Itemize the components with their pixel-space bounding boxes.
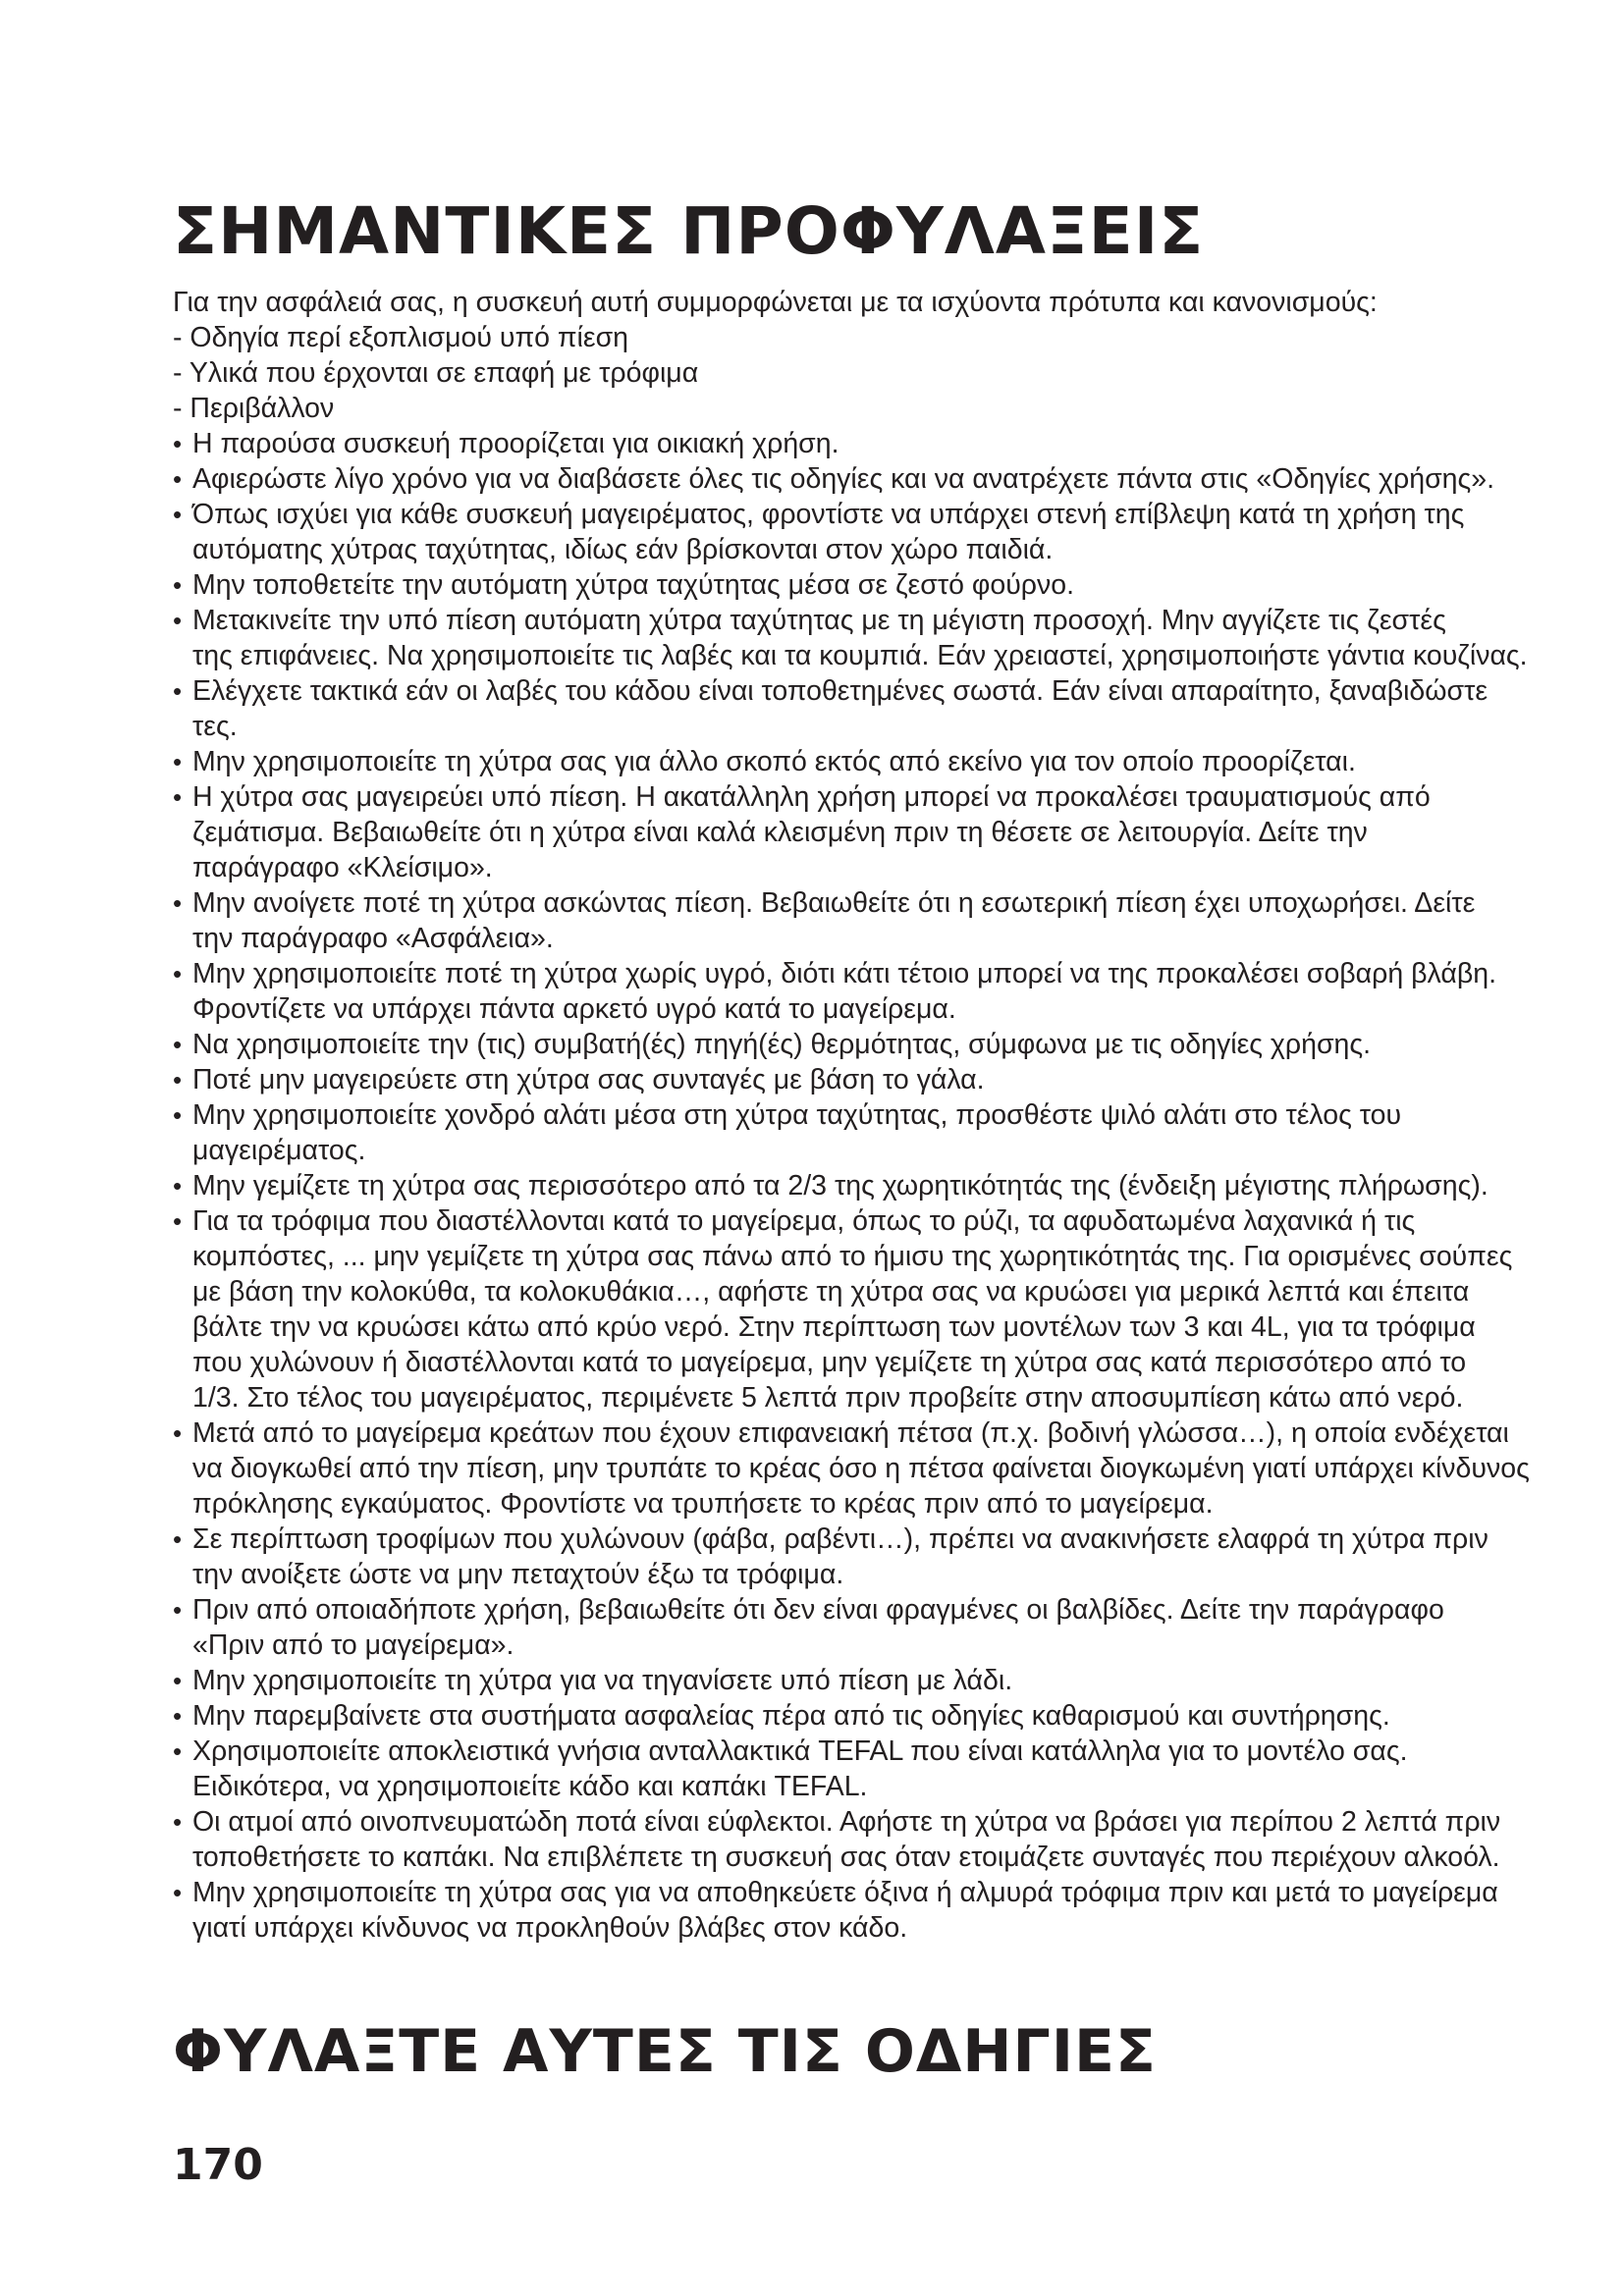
precaution-text: Μετά από το μαγείρεμα κρεάτων που έχουν επιφανειακή πέτσα (π.χ. βοδινή γλώσσα…), η οποία ενδέχεται bbox=[192, 1417, 1509, 1449]
precaution-line bbox=[173, 461, 1587, 497]
precaution-continuation bbox=[173, 1769, 1587, 1804]
precaution-text: αυτόματης χύτρας ταχύτητας, ιδίως εάν βρίσκονται στον χώρο παιδιά. bbox=[192, 534, 1054, 565]
precautions-body bbox=[173, 285, 1587, 1946]
precaution-continuation bbox=[173, 1345, 1587, 1380]
standards-list bbox=[173, 320, 1587, 426]
precaution-text: Μην χρησιμοποιείτε τη χύτρα σας για να αποθηκεύετε όξινα ή αλμυρά τρόφιμα πριν και μετά το μαγείρεμα bbox=[192, 1877, 1498, 1908]
precaution-text: Μην τοποθετείτε την αυτόματη χύτρα ταχύτητας μέσα σε ζεστό φούρνο. bbox=[192, 569, 1075, 601]
precaution-continuation bbox=[173, 1133, 1587, 1168]
precaution-item bbox=[173, 744, 1587, 779]
precaution-item bbox=[173, 1203, 1587, 1415]
precaution-text: Πριν από οποιαδήποτε χρήση, βεβαιωθείτε ότι δεν είναι φραγμένες οι βαλβίδες. Δείτε την παράγραφο bbox=[192, 1594, 1444, 1626]
bullet-icon: • bbox=[173, 464, 183, 494]
precaution-line bbox=[173, 1415, 1587, 1451]
precaution-continuation bbox=[173, 815, 1587, 850]
precaution-continuation bbox=[173, 1840, 1587, 1875]
bullet-icon: • bbox=[173, 959, 183, 988]
bullet-icon: • bbox=[173, 1666, 183, 1695]
precaution-item bbox=[173, 956, 1587, 1027]
precautions-list bbox=[173, 426, 1587, 1946]
bullet-icon: • bbox=[173, 1701, 183, 1731]
precaution-text: Σε περίπτωση τροφίμων που χυλώνουν (φάβα, ραβέντι…), πρέπει να ανακινήσετε ελαφρά τη χύτρα πριν bbox=[192, 1523, 1489, 1555]
standard-item: - Υλικά που έρχονται σε επαφή με τρόφιμα bbox=[173, 357, 699, 389]
bullet-icon: • bbox=[173, 1171, 183, 1201]
precaution-continuation bbox=[173, 709, 1587, 744]
precaution-item bbox=[173, 1734, 1587, 1804]
precaution-line bbox=[173, 1698, 1587, 1734]
precaution-line bbox=[173, 1203, 1587, 1239]
precaution-text: παράγραφο «Κλείσιμο». bbox=[192, 852, 493, 883]
precaution-text: τοποθετήσετε το καπάκι. Να επιβλέπετε τη συσκευή σας όταν ετοιμάζετε συνταγές που περιέχουν αλκοόλ. bbox=[192, 1842, 1500, 1873]
precaution-text: Όπως ισχύει για κάθε συσκευή μαγειρέματος, φροντίστε να υπάρχει στενή επίβλεψη κατά τη χρήση της bbox=[192, 499, 1465, 530]
precaution-text: που χυλώνουν ή διαστέλλονται κατά το μαγείρεμα, μην γεμίζετε τη χύτρα σας κατά περισσότερο από το bbox=[192, 1347, 1467, 1378]
precaution-line bbox=[173, 603, 1587, 638]
precaution-line bbox=[173, 1663, 1587, 1698]
bullet-icon: • bbox=[173, 1100, 183, 1130]
precaution-line bbox=[173, 744, 1587, 779]
precaution-line bbox=[173, 1522, 1587, 1557]
bullet-icon: • bbox=[173, 1065, 183, 1095]
precaution-line bbox=[173, 1097, 1587, 1133]
bullet-icon: • bbox=[173, 606, 183, 635]
precaution-line bbox=[173, 673, 1587, 709]
precaution-item bbox=[173, 461, 1587, 497]
precaution-item bbox=[173, 1415, 1587, 1522]
precaution-text: Για τα τρόφιμα που διαστέλλονται κατά το μαγείρεμα, όπως το ρύζι, τα αφυδατωμένα λαχανικά ή τις bbox=[192, 1205, 1416, 1237]
precaution-line bbox=[173, 1804, 1587, 1840]
precaution-item bbox=[173, 567, 1587, 603]
precaution-item bbox=[173, 885, 1587, 956]
bullet-icon: • bbox=[173, 429, 183, 458]
precaution-text: να διογκωθεί από την πίεση, μην τρυπάτε το κρέας όσο η πέτσα φαίνεται διογκωμένη γιατί υπάρχει κίνδυνος bbox=[192, 1453, 1530, 1484]
precaution-text: Χρησιμοποιείτε αποκλειστικά γνήσια ανταλλακτικά TEFAL που είναι κατάλληλα για το μοντέλο σας. bbox=[192, 1735, 1408, 1767]
precaution-continuation bbox=[173, 991, 1587, 1027]
precaution-text: Μην χρησιμοποιείτε τη χύτρα σας για άλλο σκοπό εκτός από εκείνο για τον οποίο προορίζεται. bbox=[192, 746, 1356, 777]
precaution-line bbox=[173, 1592, 1587, 1628]
precaution-text: Ειδικότερα, να χρησιμοποιείτε κάδο και καπάκι TEFAL. bbox=[192, 1771, 868, 1802]
precaution-line bbox=[173, 497, 1587, 532]
page-number: 170 bbox=[173, 2140, 263, 2190]
precaution-item bbox=[173, 1027, 1587, 1062]
precaution-text: πρόκλησης εγκαύματος. Φροντίστε να τρυπήσετε το κρέας πριν από το μαγείρεμα. bbox=[192, 1488, 1214, 1520]
precaution-line bbox=[173, 567, 1587, 603]
precaution-text: την ανοίξετε ώστε να μην πεταχτούν έξω τα τρόφιμα. bbox=[192, 1559, 844, 1590]
precaution-item bbox=[173, 1663, 1587, 1698]
bullet-icon: • bbox=[173, 1595, 183, 1625]
precaution-line bbox=[173, 1062, 1587, 1097]
footer-title: ΦΥΛΑΞΤΕ ΑΥΤΕΣ ΤΙΣ ΟΔΗΓΙΕΣ bbox=[173, 2017, 1158, 2086]
precaution-text: Μην χρησιμοποιείτε χονδρό αλάτι μέσα στη χύτρα ταχύτητας, προσθέστε ψιλό αλάτι στο τέλος του bbox=[192, 1099, 1402, 1131]
precaution-line bbox=[173, 1027, 1587, 1062]
precaution-text: 1/3. Στο τέλος του μαγειρέματος, περιμένετε 5 λεπτά πριν προβείτε στην αποσυμπίεση κάτω από νερό. bbox=[192, 1382, 1464, 1414]
precaution-continuation bbox=[173, 1910, 1587, 1946]
precaution-text: Να χρησιμοποιείτε την (τις) συμβατή(ές) πηγή(ές) θερμότητας, σύμφωνα με τις οδηγίες χρήσης. bbox=[192, 1029, 1372, 1060]
bullet-icon: • bbox=[173, 676, 183, 706]
precaution-text: Ελέγχετε τακτικά εάν οι λαβές του κάδου είναι τοποθετημένες σωστά. Εάν είναι απαραίτητο, ξαναβιδώστε bbox=[192, 675, 1489, 707]
precaution-item bbox=[173, 426, 1587, 461]
standard-item: - Περιβάλλον bbox=[173, 393, 335, 424]
precaution-text: Η παρούσα συσκευή προορίζεται για οικιακή χρήση. bbox=[192, 428, 839, 459]
precaution-text: Μην παρεμβαίνετε στα συστήματα ασφαλείας πέρα από τις οδηγίες καθαρισμού και συντήρησης. bbox=[192, 1700, 1390, 1732]
precaution-continuation bbox=[173, 1486, 1587, 1522]
precaution-text: Μην ανοίγετε ποτέ τη χύτρα ασκώντας πίεση. Βεβαιωθείτε ότι η εσωτερική πίεση έχει υποχωρήσει. Δείτε bbox=[192, 887, 1476, 919]
precaution-continuation bbox=[173, 1274, 1587, 1309]
precaution-continuation bbox=[173, 638, 1587, 673]
standard-item: - Οδηγία περί εξοπλισμού υπό πίεση bbox=[173, 322, 629, 353]
precaution-text: βάλτε την να κρυώσει κάτω από κρύο νερό. Στην περίπτωση των μοντέλων των 3 και 4L, για τα τρόφιμα bbox=[192, 1311, 1476, 1343]
intro-text: Για την ασφάλειά σας, η συσκευή αυτή συμμορφώνεται με τα ισχύοντα πρότυπα και κανονισμούς: bbox=[173, 287, 1378, 318]
precaution-line bbox=[173, 779, 1587, 815]
bullet-icon: • bbox=[173, 500, 183, 529]
precaution-continuation bbox=[173, 850, 1587, 885]
precaution-text: Μην χρησιμοποιείτε ποτέ τη χύτρα χωρίς υγρό, διότι κάτι τέτοιο μπορεί να της προκαλέσει σοβαρή βλάβη. bbox=[192, 958, 1496, 989]
precaution-continuation bbox=[173, 1239, 1587, 1274]
precaution-item bbox=[173, 1062, 1587, 1097]
bullet-icon: • bbox=[173, 1807, 183, 1837]
bullet-icon: • bbox=[173, 1030, 183, 1059]
bullet-icon: • bbox=[173, 570, 183, 600]
precaution-text: Η χύτρα σας μαγειρεύει υπό πίεση. Η ακατάλληλη χρήση μπορεί να προκαλέσει τραυματισμούς από bbox=[192, 781, 1431, 813]
bullet-icon: • bbox=[173, 1736, 183, 1766]
precaution-line bbox=[173, 956, 1587, 991]
precaution-item bbox=[173, 1592, 1587, 1663]
precaution-continuation bbox=[173, 1557, 1587, 1592]
precaution-text: της επιφάνειες. Να χρησιμοποιείτε τις λαβές και τα κουμπιά. Εάν χρειαστεί, χρησιμοποιήστε γάντια κουζίνας. bbox=[192, 640, 1528, 671]
precaution-text: Μετακινείτε την υπό πίεση αυτόματη χύτρα ταχύτητας με τη μέγιστη προσοχή. Μην αγγίζετε τις ζεστές bbox=[192, 605, 1446, 636]
precaution-text: με βάση την κολοκύθα, τα κολοκυθάκια…, αφήστε τη χύτρα σας να κρυώσει για μερικά λεπτά και έπειτα bbox=[192, 1276, 1470, 1308]
precaution-item bbox=[173, 1522, 1587, 1592]
precaution-item bbox=[173, 497, 1587, 567]
precaution-text: Φροντίζετε να υπάρχει πάντα αρκετό υγρό κατά το μαγείρεμα. bbox=[192, 993, 956, 1025]
precaution-text: την παράγραφο «Ασφάλεια». bbox=[192, 923, 554, 954]
bullet-icon: • bbox=[173, 888, 183, 918]
precaution-item bbox=[173, 1875, 1587, 1946]
precaution-line bbox=[173, 1875, 1587, 1910]
bullet-icon: • bbox=[173, 747, 183, 776]
bullet-icon: • bbox=[173, 1206, 183, 1236]
precaution-continuation bbox=[173, 1628, 1587, 1663]
page-title: ΣΗΜΑΝΤΙΚΕΣ ΠΡΟΦΥΛΑΞΕΙΣ bbox=[173, 193, 1205, 269]
bullet-icon: • bbox=[173, 1418, 183, 1448]
bullet-icon: • bbox=[173, 782, 183, 812]
precaution-text: Ποτέ μην μαγειρεύετε στη χύτρα σας συνταγές με βάση το γάλα. bbox=[192, 1064, 985, 1095]
precaution-continuation bbox=[173, 532, 1587, 567]
precaution-item bbox=[173, 1168, 1587, 1203]
precaution-item bbox=[173, 1804, 1587, 1875]
precaution-text: Οι ατμοί από οινοπνευματώδη ποτά είναι εύφλεκτοι. Αφήστε τη χύτρα να βράσει για περίπου 2 λεπτά πριν bbox=[192, 1806, 1501, 1838]
precaution-text: τες. bbox=[192, 711, 238, 742]
precaution-continuation bbox=[173, 921, 1587, 956]
precaution-text: «Πριν από το μαγείρεμα». bbox=[192, 1629, 514, 1661]
precaution-line bbox=[173, 426, 1587, 461]
precaution-text: Μην χρησιμοποιείτε τη χύτρα για να τηγανίσετε υπό πίεση με λάδι. bbox=[192, 1665, 1013, 1696]
precaution-text: μαγειρέματος. bbox=[192, 1135, 366, 1166]
precaution-text: ζεμάτισμα. Βεβαιωθείτε ότι η χύτρα είναι καλά κλεισμένη πριν τη θέσετε σε λειτουργία. Δείτε την bbox=[192, 817, 1368, 848]
precaution-item bbox=[173, 779, 1587, 885]
precaution-item bbox=[173, 1698, 1587, 1734]
precaution-item bbox=[173, 603, 1587, 673]
precaution-continuation bbox=[173, 1451, 1587, 1486]
bullet-icon: • bbox=[173, 1878, 183, 1907]
precaution-text: κομπόστες, ... μην γεμίζετε τη χύτρα σας πάνω από το ήμισυ της χωρητικότητάς της. Για ορισμένες σούπες bbox=[192, 1241, 1513, 1272]
precaution-continuation bbox=[173, 1380, 1587, 1415]
precaution-continuation bbox=[173, 1309, 1587, 1345]
precaution-line bbox=[173, 1734, 1587, 1769]
precaution-line bbox=[173, 885, 1587, 921]
precaution-item bbox=[173, 673, 1587, 744]
precaution-line bbox=[173, 1168, 1587, 1203]
precaution-item bbox=[173, 1097, 1587, 1168]
precaution-text: Αφιερώστε λίγο χρόνο για να διαβάσετε όλες τις οδηγίες και να ανατρέχετε πάντα στις «Οδηγίες χρήσης». bbox=[192, 463, 1495, 495]
bullet-icon: • bbox=[173, 1524, 183, 1554]
precaution-text: γιατί υπάρχει κίνδυνος να προκληθούν βλάβες στον κάδο. bbox=[192, 1912, 908, 1944]
precaution-text: Μην γεμίζετε τη χύτρα σας περισσότερο από τα 2/3 της χωρητικότητάς της (ένδειξη μέγιστης πλήρωσης). bbox=[192, 1170, 1489, 1201]
